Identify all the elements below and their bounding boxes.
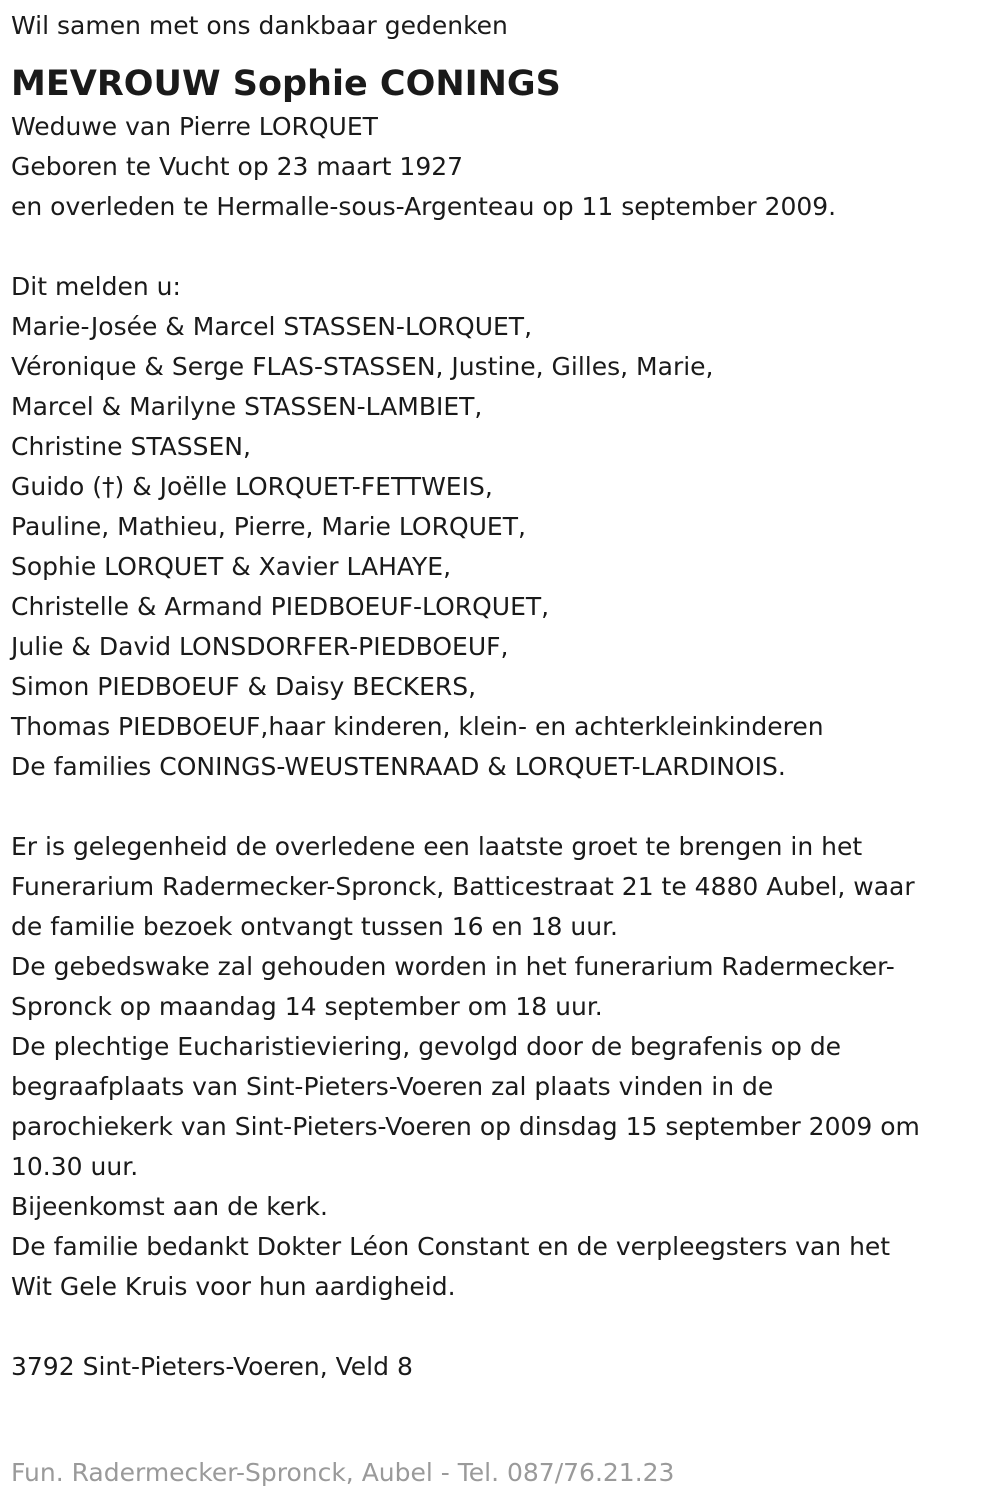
details-line: De familie bedankt Dokter Léon Constant en de verpleegsters van het: [11, 1232, 891, 1261]
details-line: De plechtige Eucharistieviering, gevolgd door de begrafenis op de: [11, 1032, 842, 1061]
announcer-line: Sophie LORQUET & Xavier LAHAYE,: [11, 552, 452, 581]
details-line: parochiekerk van Sint-Pieters-Voeren op dinsdag 15 september 2009 om: [11, 1112, 920, 1141]
announcer-line: Simon PIEDBOEUF & Daisy BECKERS,: [11, 672, 477, 701]
announcers-section: [11, 267, 991, 787]
announcer-line: Pauline, Mathieu, Pierre, Marie LORQUET,: [11, 512, 526, 541]
death-text: en overleden te Hermalle-sous-Argenteau op 11 september 2009.: [11, 192, 837, 221]
details-line: Spronck op maandag 14 september om 18 uur.: [11, 992, 603, 1021]
spacer: [11, 227, 991, 267]
announcer-line: Christine STASSEN,: [11, 432, 251, 461]
spacer: [11, 1307, 991, 1347]
obituary-notice: [11, 6, 991, 1387]
birth-text: Geboren te Vucht op 23 maart 1927: [11, 152, 464, 181]
intro-text: Wil samen met ons dankbaar gedenken: [11, 11, 508, 40]
spacer: [11, 787, 991, 827]
details-line: 10.30 uur.: [11, 1152, 139, 1181]
details-line: Funerarium Radermecker-Spronck, Batticestraat 21 te 4880 Aubel, waar: [11, 872, 915, 901]
details-line: de familie bezoek ontvangt tussen 16 en 18 uur.: [11, 912, 619, 941]
funeral-details-section: [11, 827, 991, 1307]
announcer-line: Guido (†) & Joëlle LORQUET-FETTWEIS,: [11, 472, 493, 501]
announcers-heading: Dit melden u:: [11, 272, 181, 301]
announcer-line: Christelle & Armand PIEDBOEUF-LORQUET,: [11, 592, 550, 621]
widow-of-text: Weduwe van Pierre LORQUET: [11, 112, 378, 141]
announcer-line: Marcel & Marilyne STASSEN-LAMBIET,: [11, 392, 483, 421]
details-line: Wit Gele Kruis voor hun aardigheid.: [11, 1272, 456, 1301]
announcer-line: Véronique & Serge FLAS-STASSEN, Justine, Gilles, Marie,: [11, 352, 714, 381]
details-line: De gebedswake zal gehouden worden in het funerarium Radermecker-: [11, 952, 895, 981]
announcer-line: Julie & David LONSDORFER-PIEDBOEUF,: [11, 632, 509, 661]
address-text: 3792 Sint-Pieters-Voeren, Veld 8: [11, 1352, 413, 1381]
details-line: Bijeenkomst aan de kerk.: [11, 1192, 328, 1221]
deceased-name: MEVROUW Sophie CONINGS: [11, 64, 561, 104]
funeral-home-footer: Fun. Radermecker-Spronck, Aubel - Tel. 087/76.21.23: [11, 1458, 675, 1487]
announcer-line: Marie-Josée & Marcel STASSEN-LORQUET,: [11, 312, 533, 341]
details-line: begraafplaats van Sint-Pieters-Voeren zal plaats vinden in de: [11, 1072, 774, 1101]
details-line: Er is gelegenheid de overledene een laatste groet te brengen in het: [11, 832, 863, 861]
announcer-line: De families CONINGS-WEUSTENRAAD & LORQUET-LARDINOIS.: [11, 752, 786, 781]
announcer-line: Thomas PIEDBOEUF,haar kinderen, klein- en achterkleinkinderen: [11, 712, 824, 741]
